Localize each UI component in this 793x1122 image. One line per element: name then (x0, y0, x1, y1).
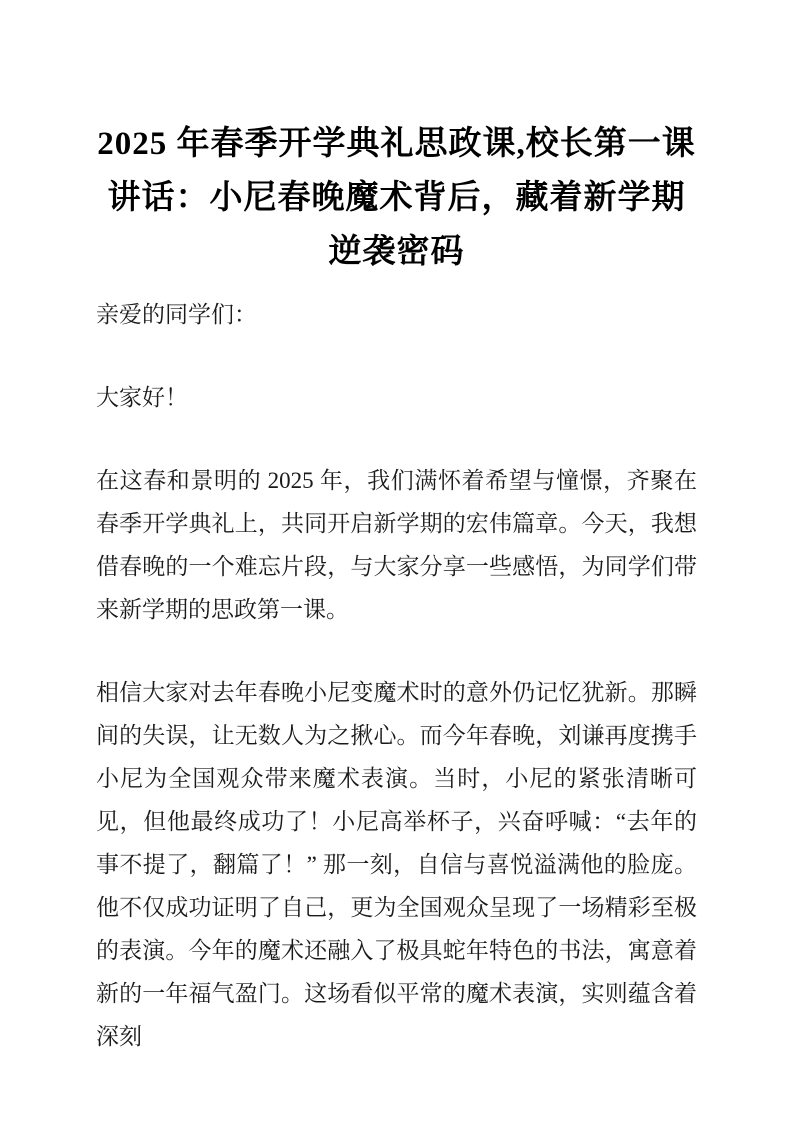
paragraph-greeting: 大家好！ (96, 385, 188, 410)
paragraph-body-2: 相信大家对去年春晚小尼变魔术时的意外仍记忆犹新。那瞬间的失误，让无数人为之揪心。而今年春晚，刘谦再度携手小尼为全国观众带来魔术表演。当时，小尼的紧张清晰可见，但他最终成功了！小尼高举杯子，兴奋呼喊：“去年的事不提了，翻篇了！” 那一刻，自信与喜悦溢满他的脸庞。他不仅成功证明了自己，更为全国观众呈现了一场精彩至极的表演。今年的魔术还融入了极具蛇年特色的书法，寓意着新的一年福气盈门。这场看似平常的魔术表演，实则蕴含着深刻 (96, 680, 697, 1049)
paragraph-body-1: 在这春和景明的 2025 年，我们满怀着希望与憧憬，齐聚在春季开学典礼上，共同开启新学期的宏伟篇章。今天，我想借春晚的一个难忘片段，与大家分享一些感悟，为同学们带来新学期的思政第一课。 (96, 468, 697, 622)
paragraph-salutation: 亲爱的同学们： (96, 302, 257, 327)
document-title: 2025 年春季开学典礼思政课,校长第一课讲话：小尼春晚魔术背后，藏着新学期逆袭密码 (97, 126, 696, 270)
